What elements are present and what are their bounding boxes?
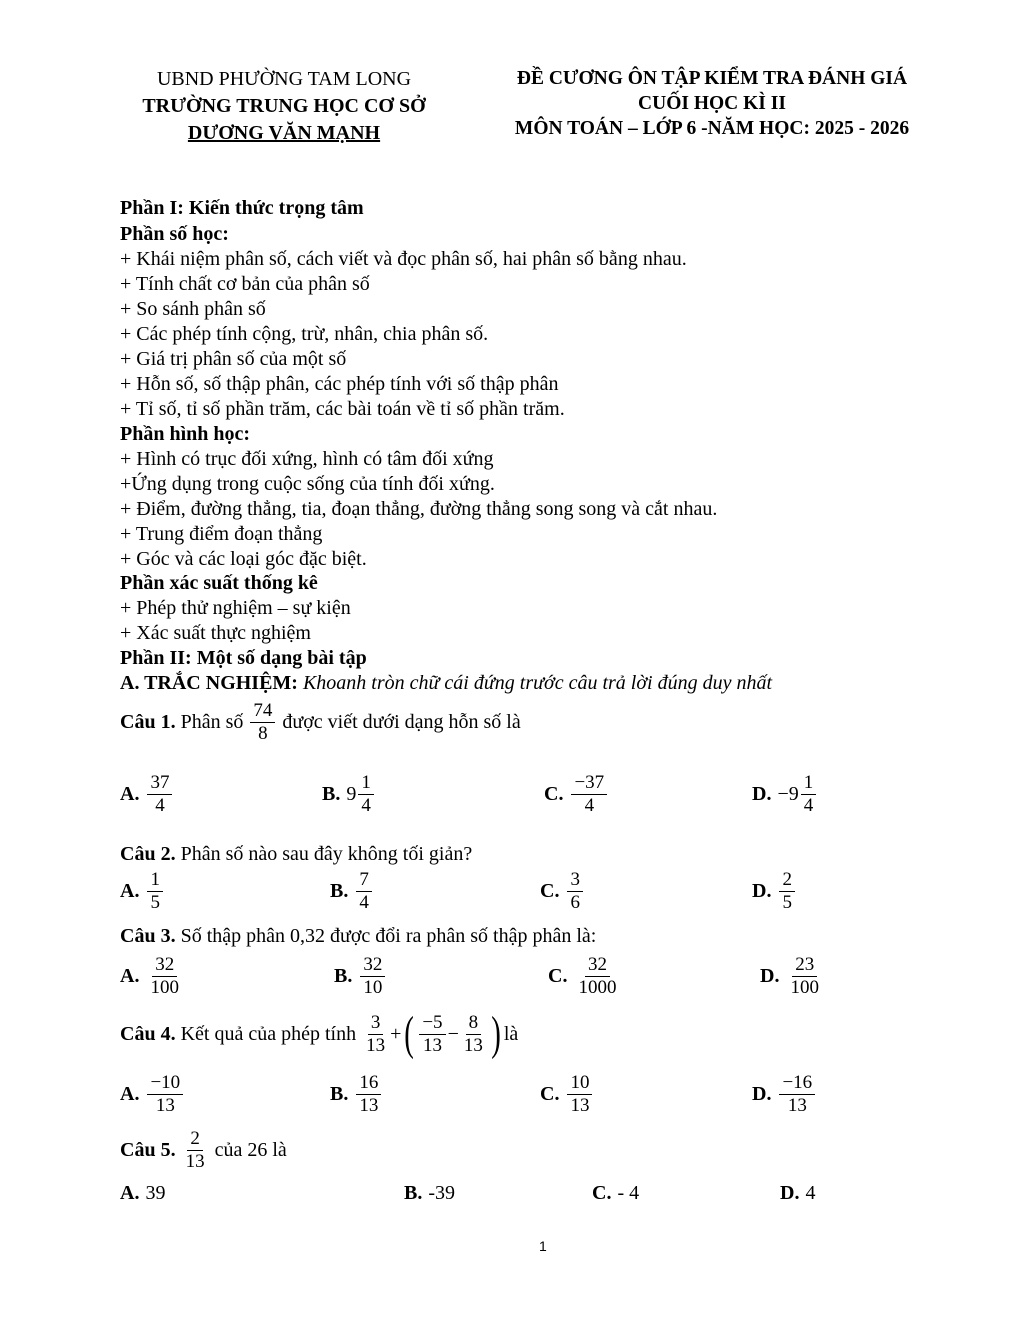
option-label: A. — [120, 965, 140, 987]
frac-num: 8 — [466, 1012, 482, 1035]
q5-label: Câu 5. — [120, 1139, 176, 1161]
arith-item: + Giá trị phân số của một số — [120, 348, 347, 370]
prob-item: + Xác suất thực nghiệm — [120, 622, 311, 644]
header-school-type: TRƯỜNG TRUNG HỌC CƠ SỞ — [142, 95, 426, 117]
part2-title: Phần II: Một số dạng bài tập — [120, 647, 367, 669]
q5-option-d[interactable] — [780, 1182, 815, 1205]
option-label: B. — [404, 1182, 423, 1204]
option-label: C. — [592, 1182, 612, 1204]
option-value: - 4 — [617, 1182, 640, 1204]
option-value: 4 — [805, 1182, 816, 1204]
header-left — [104, 66, 464, 147]
geom-item: + Góc và các loại góc đặc biệt. — [120, 548, 367, 570]
option-label: B. — [322, 783, 341, 805]
option-label: D. — [780, 1182, 800, 1204]
frac-den: 4 — [803, 795, 814, 816]
q1-pre: Phân số — [180, 711, 244, 733]
frac-num: 10 — [567, 1072, 592, 1095]
q1-fraction — [250, 700, 275, 745]
q4-fraction-2 — [419, 1012, 445, 1057]
q4-option-a[interactable] — [120, 1072, 185, 1117]
header-school-name: DƯƠNG VĂN MẠNH — [187, 122, 381, 144]
option-label: D. — [760, 965, 780, 987]
q2-option-a[interactable] — [120, 869, 165, 914]
q4-pre: Kết quả của phép tính — [180, 1022, 357, 1045]
arith-item: + Các phép tính cộng, trừ, nhân, chia phân số. — [120, 323, 489, 345]
question-3 — [120, 924, 596, 949]
frac-num: 23 — [792, 954, 817, 977]
option-fraction — [147, 869, 163, 914]
frac-num: 32 — [152, 954, 177, 977]
q4-option-b[interactable] — [330, 1072, 383, 1117]
arith-item: + Tính chất cơ bản của phân số — [120, 273, 370, 295]
doc-term: CUỐI HỌC KÌ II — [638, 93, 786, 114]
frac-den: 1000 — [578, 977, 617, 998]
option-fraction — [801, 772, 817, 817]
frac-den: 13 — [463, 1034, 483, 1056]
geom-item: + Điểm, đường thẳng, tia, đoạn thẳng, đường thẳng song song và cắt nhau. — [120, 498, 718, 520]
q4-option-d[interactable] — [752, 1072, 817, 1117]
geom-item: + Trung điểm đoạn thẳng — [120, 523, 323, 545]
q5-option-a[interactable] — [120, 1182, 165, 1205]
frac-num: 1 — [358, 772, 374, 795]
q3-option-b[interactable] — [334, 954, 387, 999]
header-ward: UBND PHƯỜNG TAM LONG — [156, 68, 412, 90]
frac-num: −5 — [419, 1012, 445, 1035]
doc-title: ĐỀ CƯƠNG ÔN TẬP KIỂM TRA ĐÁNH GIÁ — [516, 68, 908, 89]
frac-num: −10 — [147, 1072, 183, 1095]
option-label: C. — [544, 783, 564, 805]
frac-num: 1 — [147, 869, 163, 892]
frac-num: 7 — [356, 869, 372, 892]
right-paren-icon: ) — [491, 1007, 501, 1060]
option-label: A. — [120, 1182, 140, 1204]
option-fraction — [567, 869, 583, 914]
option-fraction — [356, 869, 372, 914]
option-fraction — [567, 1072, 592, 1117]
q1-post: được viết dưới dạng hỗn số là — [282, 711, 521, 733]
header-right — [477, 66, 947, 141]
q2-option-b[interactable] — [330, 869, 374, 914]
option-value: -39 — [428, 1182, 456, 1204]
option-label: A. — [120, 783, 140, 805]
mixed-number — [777, 772, 818, 817]
frac-den: 13 — [422, 1034, 442, 1056]
arith-item: + Khái niệm phân số, cách viết và đọc phân số, hai phân số bằng nhau. — [120, 248, 687, 270]
question-5 — [120, 1128, 287, 1173]
frac-num: 1 — [801, 772, 817, 795]
q2-text: Phân số nào sau đây không tối giản? — [180, 843, 473, 865]
mixed-whole: −9 — [777, 783, 799, 805]
q1-frac-num: 74 — [250, 700, 275, 723]
frac-den: 5 — [150, 892, 160, 913]
question-2 — [120, 842, 472, 867]
geom-item: + Hình có trục đối xứng, hình có tâm đối xứng — [120, 448, 494, 470]
frac-den: 100 — [790, 977, 819, 998]
q3-option-d[interactable] — [760, 954, 824, 999]
frac-den: 4 — [584, 795, 595, 816]
q2-option-c[interactable] — [540, 869, 585, 914]
frac-den: 13 — [155, 1095, 175, 1116]
q3-label: Câu 3. — [120, 925, 176, 947]
page-number: 1 — [539, 1238, 547, 1254]
q1-option-b[interactable] — [322, 772, 376, 817]
q5-option-b[interactable] — [404, 1182, 455, 1205]
q1-option-d[interactable] — [752, 772, 818, 817]
doc-subject: MÔN TOÁN – LỚP 6 -NĂM HỌC: 2025 - 2026 — [514, 118, 910, 139]
option-fraction — [356, 1072, 381, 1117]
q4-fraction-1 — [363, 1012, 388, 1057]
frac-den: 13 — [185, 1151, 205, 1172]
mixed-number — [346, 772, 376, 817]
frac-den: 4 — [361, 795, 371, 816]
frac-den: 13 — [787, 1095, 807, 1116]
left-paren-icon: ( — [404, 1007, 415, 1060]
q4-fraction-3 — [461, 1012, 486, 1057]
option-fraction — [779, 869, 795, 914]
q4-option-c[interactable] — [540, 1072, 594, 1117]
option-label: D. — [752, 880, 772, 902]
option-label: C. — [540, 1083, 560, 1105]
frac-num: 37 — [147, 772, 172, 795]
question-4 — [120, 1007, 519, 1060]
geom-title: Phần hình học: — [120, 423, 251, 445]
q3-option-c[interactable] — [548, 954, 621, 999]
option-label: B. — [334, 965, 353, 987]
frac-den: 5 — [782, 892, 792, 913]
option-label: D. — [752, 783, 772, 805]
q4-label: Câu 4. — [120, 1022, 176, 1045]
q5-fraction — [183, 1128, 208, 1173]
frac-den: 100 — [150, 977, 179, 998]
q1-option-a[interactable] — [120, 772, 174, 817]
mc-title: A. TRẮC NGHIỆM: — [120, 672, 298, 694]
arith-item: + Tỉ số, tỉ số phần trăm, các bài toán về tỉ số phần trăm. — [120, 398, 565, 420]
option-label: C. — [540, 880, 560, 902]
q3-option-a[interactable] — [120, 954, 184, 999]
option-fraction — [147, 772, 172, 817]
frac-num: 2 — [187, 1128, 203, 1151]
option-fraction — [360, 954, 385, 999]
mc-instruction: Khoanh tròn chữ cái đứng trước câu trả lời đúng duy nhất — [302, 672, 773, 694]
q2-label: Câu 2. — [120, 843, 176, 865]
frac-num: 16 — [356, 1072, 381, 1095]
option-fraction — [575, 954, 619, 999]
frac-den: 13 — [570, 1095, 590, 1116]
q1-option-c[interactable] — [544, 772, 609, 817]
q5-post: của 26 là — [214, 1139, 287, 1161]
arith-item: + So sánh phân số — [120, 298, 266, 320]
prob-title: Phần xác suất thống kê — [120, 572, 318, 594]
option-label: D. — [752, 1083, 772, 1105]
frac-den: 13 — [366, 1034, 386, 1056]
option-fraction — [787, 954, 822, 999]
option-label: A. — [120, 1083, 140, 1105]
frac-num: 32 — [585, 954, 610, 977]
prob-item: + Phép thử nghiệm – sự kiện — [120, 597, 351, 619]
question-1 — [120, 700, 521, 745]
frac-num: 2 — [779, 869, 795, 892]
q4-post: là — [503, 1022, 519, 1045]
q1-frac-den: 8 — [258, 723, 268, 744]
option-label: B. — [330, 880, 349, 902]
frac-num: 3 — [567, 869, 583, 892]
option-fraction — [779, 1072, 815, 1117]
arith-title: Phần số học: — [120, 223, 229, 245]
option-fraction — [147, 1072, 183, 1117]
option-label: C. — [548, 965, 568, 987]
frac-den: 6 — [570, 892, 580, 913]
option-label: B. — [330, 1083, 349, 1105]
mc-heading — [120, 671, 772, 696]
part1-title: Phần I: Kiến thức trọng tâm — [120, 197, 364, 219]
frac-den: 4 — [359, 892, 369, 913]
option-fraction — [147, 954, 182, 999]
arith-item: + Hỗn số, số thập phân, các phép tính với số thập phân — [120, 373, 559, 395]
frac-den: 4 — [155, 795, 165, 816]
frac-num: 3 — [368, 1012, 384, 1035]
frac-den: 13 — [359, 1095, 379, 1116]
q3-text: Số thập phân 0,32 được đổi ra phân số thập phân là: — [180, 925, 597, 947]
q1-label: Câu 1. — [120, 711, 176, 733]
q5-option-c[interactable] — [592, 1182, 639, 1205]
option-value: 39 — [145, 1182, 166, 1204]
option-label: A. — [120, 880, 140, 902]
option-fraction — [571, 772, 607, 817]
mixed-whole: 9 — [346, 783, 357, 805]
geom-item: +Ứng dụng trong cuộc sống của tính đối xứng. — [120, 473, 495, 495]
frac-num: 32 — [360, 954, 385, 977]
plus-sign: + — [390, 1022, 402, 1045]
frac-num: −16 — [779, 1072, 815, 1095]
frac-den: 10 — [363, 977, 383, 998]
minus-sign: − — [447, 1022, 459, 1045]
option-fraction — [358, 772, 374, 817]
q2-option-d[interactable] — [752, 869, 797, 914]
frac-num: −37 — [571, 772, 607, 795]
